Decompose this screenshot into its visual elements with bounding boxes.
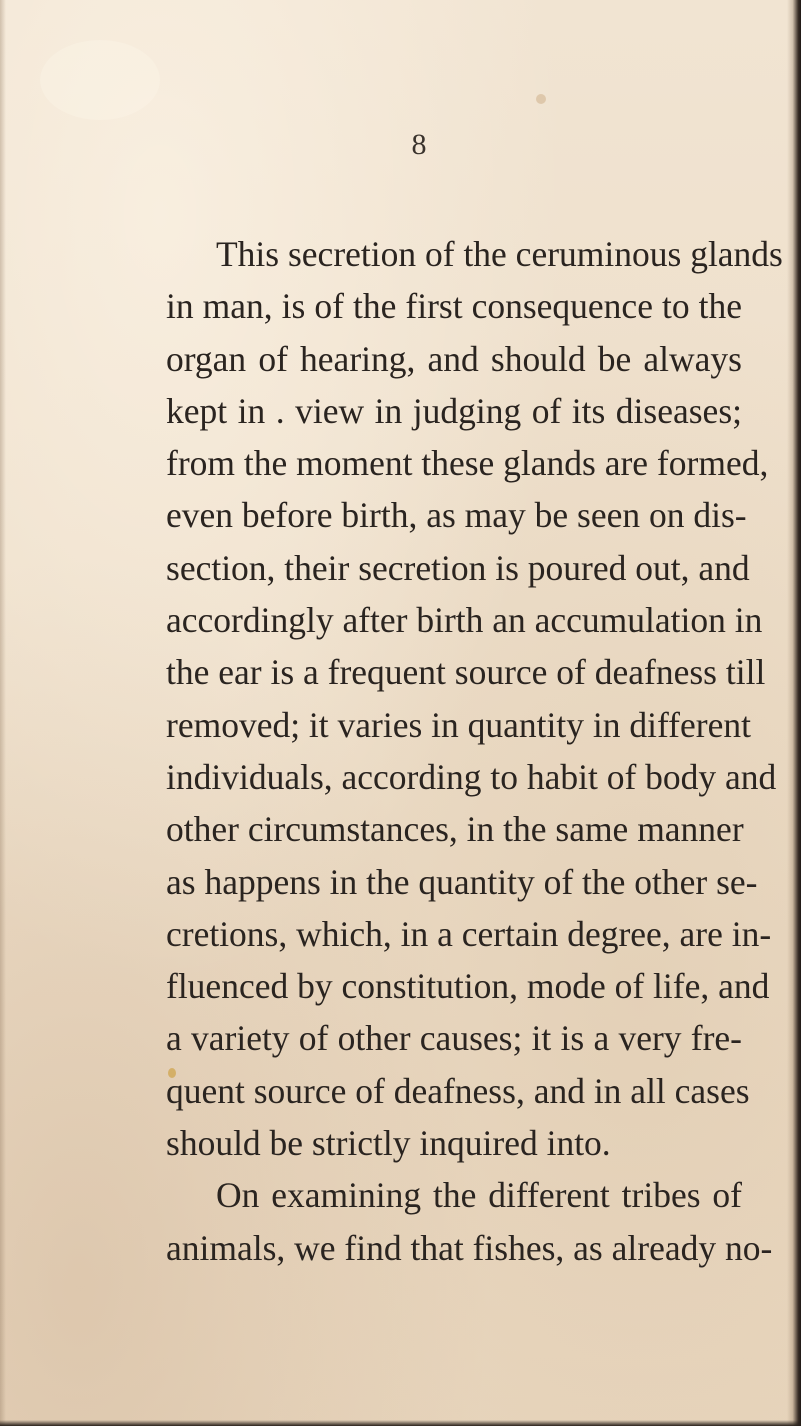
page-left-shadow bbox=[0, 0, 6, 1426]
foxing-spot bbox=[40, 40, 160, 120]
text-line: other circumstances, in the same manner bbox=[166, 809, 744, 850]
text-line: accordingly after birth an accumulation in bbox=[166, 600, 763, 641]
page-binding-edge bbox=[787, 0, 801, 1426]
text-line: from the moment these glands are formed, bbox=[166, 443, 769, 484]
text-line: removed; it varies in quantity in different bbox=[166, 704, 751, 745]
text-line: in man, is of the first consequence to the bbox=[166, 286, 742, 327]
text-line: quent source of deafness, and in all cases bbox=[166, 1070, 750, 1111]
text-line: section, their secretion is poured out, and bbox=[166, 547, 750, 588]
text-line: animals, we find that fishes, as already no- bbox=[166, 1227, 773, 1268]
page-number: 8 bbox=[411, 128, 428, 161]
text-line: This secretion of the ceruminous glands bbox=[216, 234, 783, 274]
page-bottom-edge bbox=[0, 1420, 801, 1426]
text-line: cretions, which, in a certain degree, are in- bbox=[166, 913, 772, 954]
text-line: even before birth, as may be seen on dis- bbox=[166, 495, 747, 536]
text-line: kept in . view in judging of its diseases; bbox=[166, 390, 742, 431]
text-line: organ of hearing, and should be always bbox=[166, 338, 742, 379]
body-text bbox=[166, 228, 783, 1274]
text-line: the ear is a frequent source of deafness till bbox=[166, 652, 766, 693]
text-line: as happens in the quantity of the other se- bbox=[166, 861, 758, 902]
text-line: should be strictly inquired into. bbox=[166, 1123, 611, 1164]
text-line: individuals, according to habit of body and bbox=[166, 756, 777, 797]
text-line: On examining the different tribes of bbox=[216, 1175, 742, 1216]
text-line: fluenced by constitution, mode of life, and bbox=[166, 966, 770, 1007]
text-line: a variety of other causes; it is a very fre- bbox=[166, 1018, 742, 1059]
foxing-spot bbox=[536, 94, 546, 104]
